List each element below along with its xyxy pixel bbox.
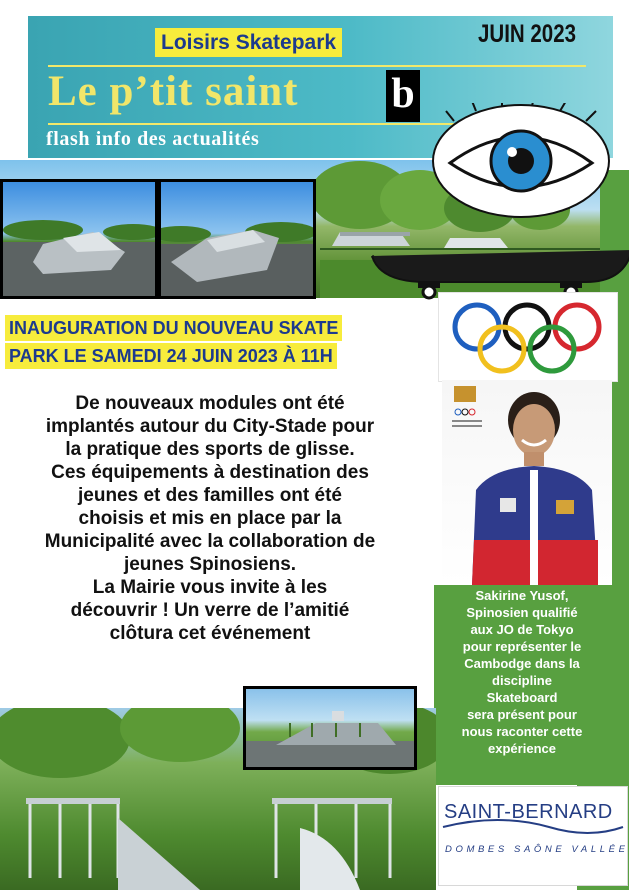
caption-line: pour représenter le: [462, 639, 582, 654]
logo-tagline: DOMBES SAÔNE VALLÉE: [445, 844, 629, 855]
body-line: jeunes et des familles ont été: [78, 485, 342, 506]
newsletter-title-letter: b: [386, 70, 420, 122]
body-line: la pratique des sports de glisse.: [65, 439, 355, 460]
headline-line-2: PARK LE SAMEDI 24 JUIN 2023 À 11H: [5, 343, 337, 369]
body-line: Ces équipements à destination des: [51, 462, 369, 483]
body-line: choisis et mis en place par la: [78, 508, 342, 529]
olympic-rings-panel: [438, 292, 618, 382]
issue-date: JUIN 2023: [478, 20, 577, 48]
skatepark-photo-inset-1: [0, 179, 158, 299]
newsletter-title: Le p’tit saint: [48, 68, 299, 115]
body-line: clôtura cet événement: [109, 623, 311, 644]
caption-line: Spinosien qualifié: [466, 605, 578, 620]
body-line: implantés autour du City-Stade pour: [45, 416, 375, 437]
body-line: jeunes Spinosiens.: [123, 554, 297, 575]
olympic-rings-icon: [439, 293, 617, 381]
body-line: De nouveaux modules ont été: [75, 393, 345, 414]
caption-line: discipline: [492, 673, 552, 688]
athlete-photo: [442, 380, 612, 585]
caption-line: expérience: [488, 741, 556, 756]
skatepark-photo-inset-2: [158, 179, 316, 299]
article-body: [4, 392, 416, 645]
supertitle: Loisirs Skatepark: [155, 28, 342, 57]
eye-icon: [432, 103, 610, 231]
body-line: découvrir ! Un verre de l’amitié: [70, 600, 350, 621]
caption-line: sera présent pour: [467, 707, 577, 722]
caption-line: nous raconter cette: [461, 724, 583, 739]
caption-line: Sakirine Yusof,: [475, 588, 569, 603]
body-line: Municipalité avec la collaboration de: [44, 531, 376, 552]
body-line: La Mairie vous invite à les: [92, 577, 328, 598]
headline-line-1: INAUGURATION DU NOUVEAU SKATE: [5, 315, 342, 341]
newsletter-subtitle: flash info des actualités: [46, 128, 260, 150]
skatepark-photo-inset-3: [243, 686, 417, 770]
caption-line: Cambodge dans la: [464, 656, 580, 671]
logo-name: SAINT-BERNARD: [444, 801, 613, 823]
skateboard-icon: [366, 238, 629, 300]
caption-line: aux JO de Tokyo: [470, 622, 574, 637]
athlete-caption: [440, 587, 604, 757]
caption-line: Skateboard: [486, 690, 558, 705]
